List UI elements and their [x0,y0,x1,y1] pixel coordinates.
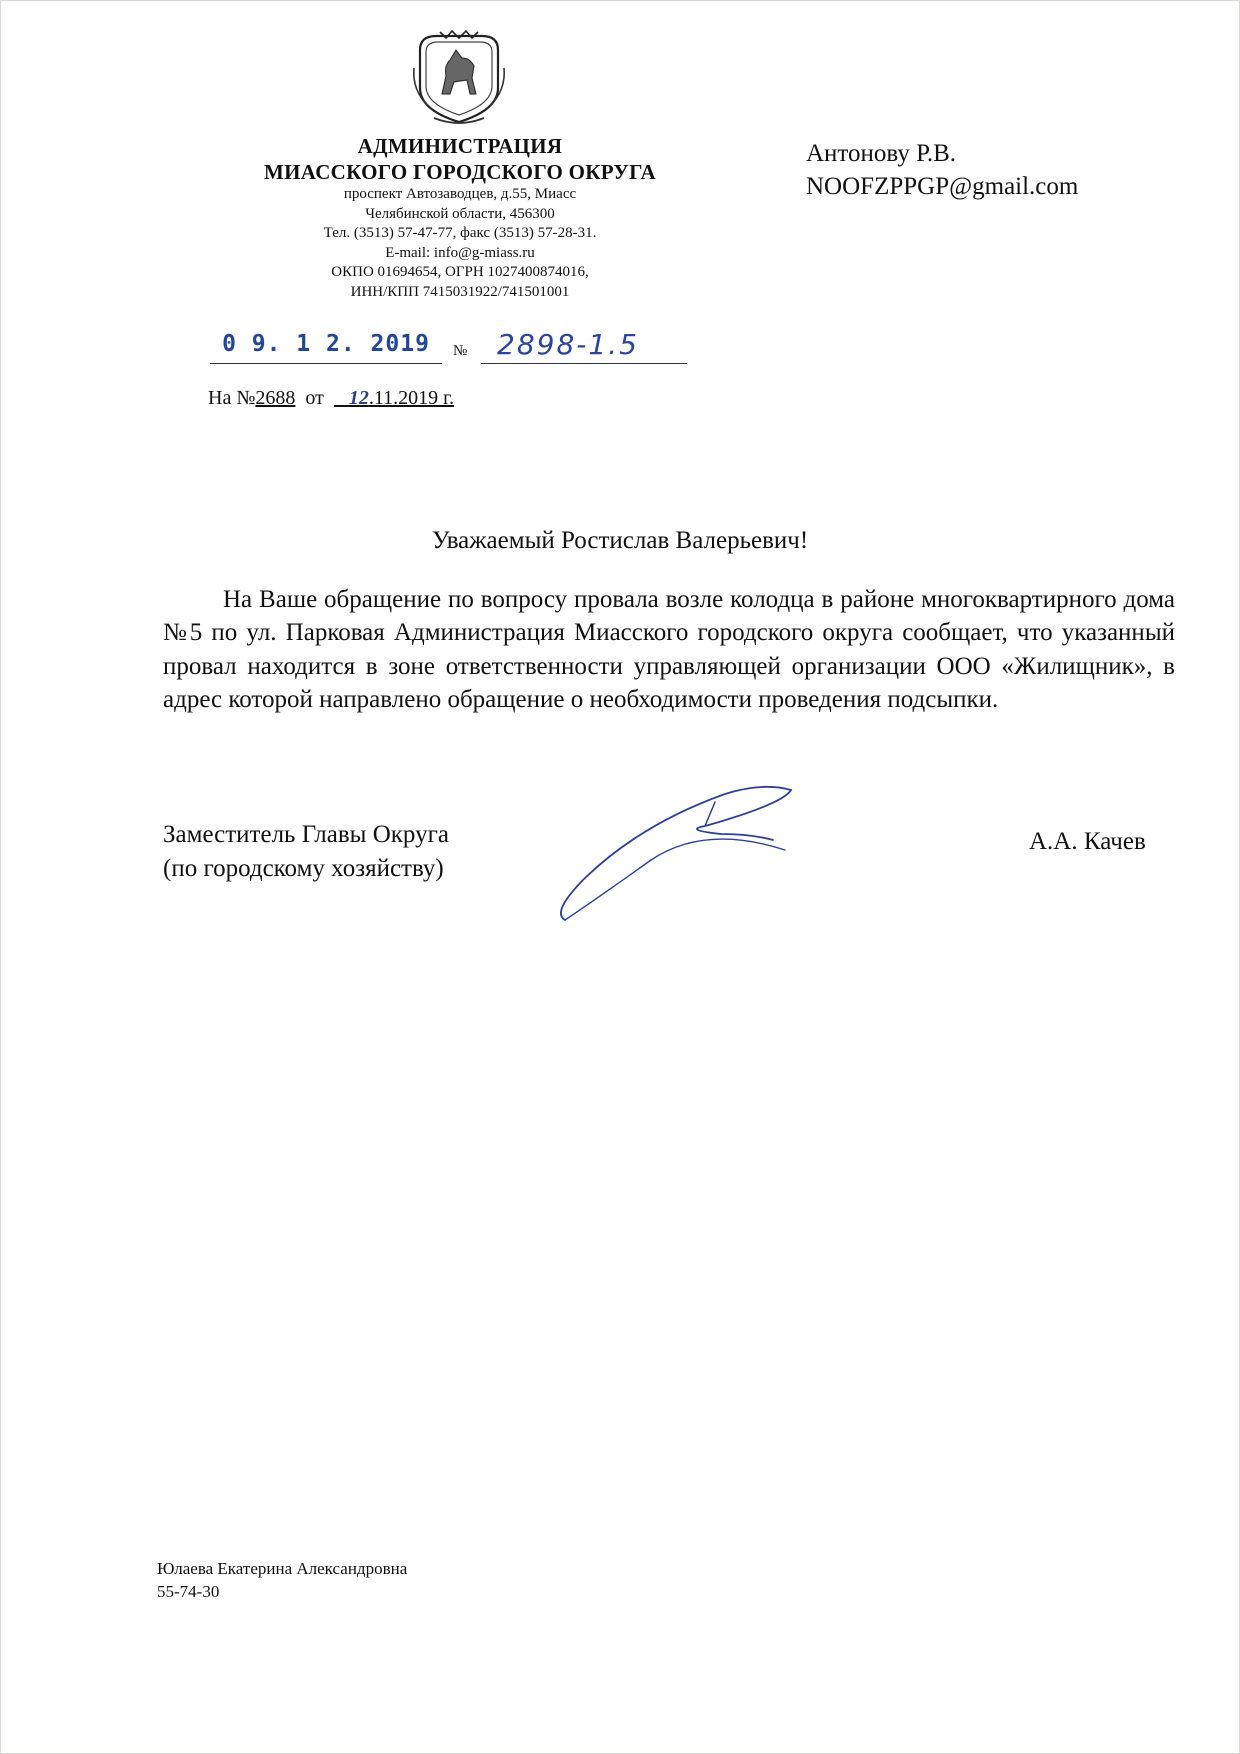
body-paragraph: На Ваше обращение по вопросу провала возле колодца в районе многоквартирного дома №5 по ул. Парковая Администрация Миасского городского округа сообщает, что указанный провал находится в зоне ответственности управляющей организации ООО «Жилищник», в адрес которой направлено обращение о необходимости проведения подсыпки. [163,586,1175,713]
registration-number-underline [481,363,687,364]
org-name-line1: АДМИНИСТРАЦИЯ [357,134,563,158]
greeting: Уважаемый Ростислав Валерьевич! [431,527,809,554]
reference-number: 2688 [255,387,296,409]
signer-title-line2: (по городскому хозяйству) [163,855,444,882]
org-name-line2: МИАССКОГО ГОРОДСКОГО ОКРУГА [264,159,656,184]
coat-of-arms-emblem [410,28,508,128]
address-line1: проспект Автозаводцев, д.55, Миасс [343,186,577,203]
reference-line [208,387,454,410]
address-line2: Челябинской области, 456300 [365,205,555,222]
reference-date-rest: .11.2019 г. [368,387,455,409]
reference-from-label: от [305,387,324,409]
recipient-block [806,137,1078,203]
recipient-name: Антонову Р.В. [806,140,957,167]
email-line: E-mail: info@g-miass.ru [385,244,535,261]
recipient-email: NOOFZPPGP@gmail.com [806,173,1079,200]
codes-line2: ИНН/КПП 7415031922/741501001 [350,283,570,300]
executor-block [157,1558,407,1604]
registration-number: 2898-1.5 [497,328,639,361]
phone-line: Тел. (3513) 57-47-77, факс (3513) 57-28-31. [323,225,597,242]
executor-phone: 55-74-30 [157,1581,220,1601]
registration-date-underline [210,363,442,364]
executor-name: Юлаева Екатерина Александровна [157,1559,408,1578]
reference-date-day: 12 [348,387,369,409]
signer-name: А.А. Качев [1029,828,1146,855]
signer-title-line1: Заместитель Главы Округа [163,821,449,848]
registration-number-label: № [453,343,468,359]
letterhead [190,134,730,302]
codes-line1: ОКПО 01694654, ОГРН 1027400874016, [331,264,589,281]
reference-prefix: На № [208,387,256,409]
signer-title [163,818,449,886]
registration-date-stamp: 0 9. 1 2. 2019 [222,331,430,357]
handwritten-signature [555,780,815,930]
